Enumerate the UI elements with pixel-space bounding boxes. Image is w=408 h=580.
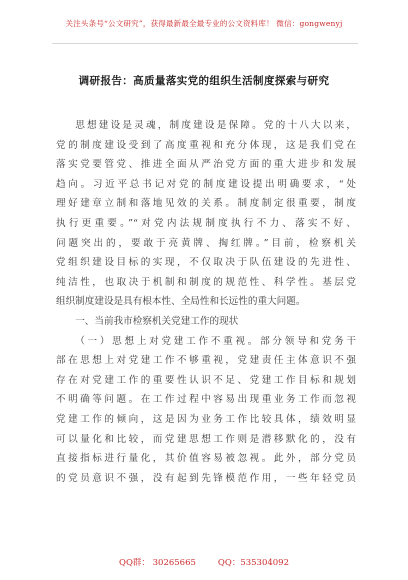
paragraph-line: 可以量化和比较，而党建思想工作则是潜移默化的，没有 <box>56 433 356 445</box>
paragraph-line: 问题突出的，要敢于亮黄牌、掏红牌。”目前，检察机关 <box>56 237 356 249</box>
header-banner: 关注头条号“公文研究”，获得最新最全最专业的公文资料库！ 微信：gongwenyj <box>65 19 343 28</box>
paragraph-line: 党组织建设目标的实现，不仅取决于队伍建设的先进性、 <box>56 257 356 269</box>
paragraph-line: 思想建设是灵魂，制度建设是保障。党的十八大以来， <box>75 120 356 131</box>
paragraph-line: 趋向。习近平总书记对党的制度建设提出明确要求，“处 <box>56 178 356 190</box>
paragraph-line: 直接指标进行量化，其价值容易被忽视。此外，部分党员 <box>56 453 356 465</box>
paragraph-line: 党的制度建设受到了高度重视和充分体现，这是我们党在 <box>56 139 356 151</box>
qq-group-number: QQ群： 30265665 <box>118 558 196 568</box>
paragraph-line: 理好建章立制和落地见效的关系。制度制定很重要，制度 <box>56 198 356 210</box>
paragraph-line: 纯洁性，也取决于机制和制度的规范性、科学性。基层党 <box>56 276 356 288</box>
footer-contact <box>0 556 408 568</box>
section-heading: 一、当前我市检察机关党建工作的现状 <box>75 315 239 327</box>
header-divider <box>52 43 358 44</box>
qq-number: QQ：535304092 <box>217 558 289 568</box>
paragraph-line: （一）思想上对党建工作不重视。部分领导和党务干 <box>75 335 356 347</box>
paragraph-line: 党建工作的倾向，这是因为业务工作比较具体，绩效明显 <box>56 413 356 425</box>
paragraph-line: 不明确等问题。在工作过程中容易出现重业务工作而忽视 <box>56 394 356 406</box>
document-body <box>56 116 356 488</box>
paragraph-line: 落实党要管党、推进全面从严治党方面的重大进步和发展 <box>56 159 356 171</box>
paragraph-line: 部在思想上对党建工作不够重视，党建责任主体意识不强 <box>56 355 356 367</box>
paragraph-line: 的党员意识不强，没有起到先锋模范作用，一些年轻党员 <box>56 472 356 484</box>
paragraph-line: 组织制度建设是具有根本性、全局性和长远性的重大问题。 <box>56 296 306 308</box>
document-title: 调研报告：高质量落实党的组织生活制度探索与研究 <box>78 75 330 87</box>
paragraph-line: 存在对党建工作的重要性认识不足、党建工作目标和规划 <box>56 374 356 386</box>
paragraph-line: 执行更重要。”“对党内法规制度执行不力、落实不好、 <box>56 217 356 229</box>
